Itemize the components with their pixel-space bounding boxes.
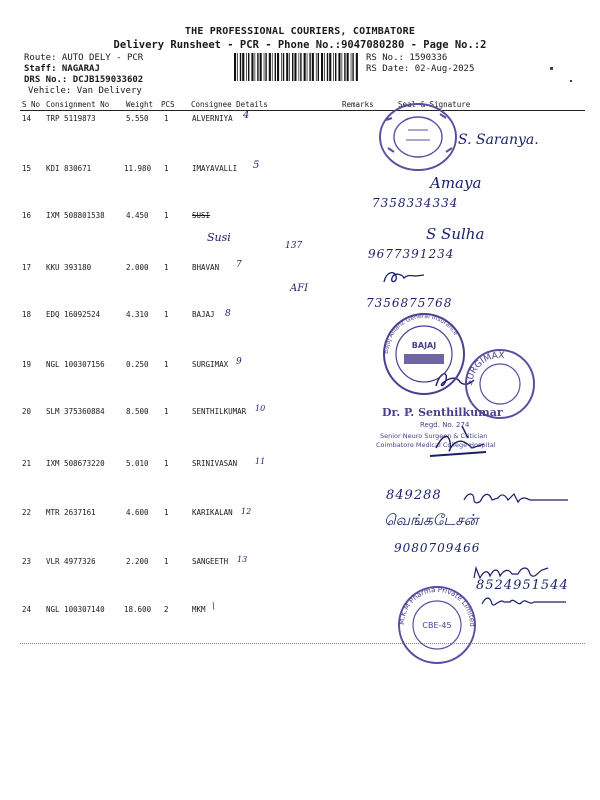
scan-speck <box>570 80 572 82</box>
row-weight: 2.200 <box>126 557 149 566</box>
row-mark: 9 <box>236 357 242 367</box>
row-mark: 4 <box>243 110 250 121</box>
row-sno: 23 <box>22 557 32 566</box>
row-pcs: 1 <box>164 407 169 416</box>
phone-row17: 9677391234 <box>368 247 455 261</box>
row-mark: 7 <box>236 260 242 270</box>
row-pcs: 2 <box>164 605 169 614</box>
route-text: Route: AUTO DELY - PCR <box>24 53 144 63</box>
row-consignment: KKU 393180 <box>46 263 92 272</box>
row-consignment: VLR 4977326 <box>46 557 96 566</box>
row-consignee: SENTHILKUMAR <box>192 407 247 416</box>
row-weight: 4.310 <box>126 310 149 319</box>
signature-row14: S. Saranya. <box>458 132 539 148</box>
row-weight: 11.980 <box>124 164 152 173</box>
phone-row22: 849288 <box>386 488 442 503</box>
row-consignment: TRP 5119873 <box>46 114 96 123</box>
row-consignment: MTR 2637161 <box>46 508 96 517</box>
drs-number: DRS No.: DCJB159033602 <box>24 75 144 85</box>
row-mark: 11 <box>255 457 266 466</box>
doctor-stamp-hospital: Coimbatore Medical College Hospital <box>376 441 496 449</box>
row-mark: 8 <box>225 309 231 319</box>
row-sno: 18 <box>22 310 32 319</box>
row-consignee: SRINIVASAN <box>192 459 238 468</box>
rs-number: RS No.: 1590336 <box>366 53 448 63</box>
barcode <box>234 53 360 81</box>
row-consignee: BAJAJ <box>192 310 215 319</box>
mkm-ring-text: M.K.M Pharma Private Limited <box>397 585 477 627</box>
row-pcs: 1 <box>164 263 169 272</box>
row-sno: 14 <box>22 114 32 123</box>
phone-row24: 8524951544 <box>476 578 569 593</box>
signature-row15: Amaya <box>430 174 482 192</box>
doctor-stamp-regd: Regd. No. 274 <box>420 421 470 429</box>
handwritten-afi: AFI <box>290 283 309 294</box>
row-mark: \ <box>212 602 216 612</box>
row-sno: 21 <box>22 459 32 468</box>
signature-row17 <box>380 266 430 290</box>
row-consignment: NGL 100307140 <box>46 605 105 614</box>
row-weight: 4.600 <box>126 508 149 517</box>
row-sno: 17 <box>22 263 32 272</box>
row-consignee: SURGIMAX <box>192 360 229 369</box>
handwritten-number-row16: 137 <box>285 241 303 251</box>
row-weight: 0.250 <box>126 360 149 369</box>
row-weight: 2.000 <box>126 263 149 272</box>
column-header-remarks: Remarks <box>342 100 374 109</box>
row-mark: 12 <box>241 507 252 516</box>
header-divider <box>20 110 585 111</box>
bajaj-stamp <box>378 308 470 396</box>
column-header-pcs: PCS <box>161 100 175 109</box>
phone-row18: 7356875768 <box>366 296 453 310</box>
scan-speck <box>550 67 553 70</box>
row-sno: 15 <box>22 164 32 173</box>
row-consignment: EDQ 16092524 <box>46 310 101 319</box>
row-weight: 18.600 <box>124 605 152 614</box>
bajaj-center-text: BAJAJ <box>411 341 437 350</box>
row-pcs: 1 <box>164 164 169 173</box>
doctor-stamp-title: Senior Neuro Surgeon & Critician <box>380 432 488 440</box>
column-header-consignee: Consignee Details <box>191 100 268 109</box>
mkm-center-text: CBE-45 <box>422 621 452 630</box>
row-consignment: SLM 375360884 <box>46 407 105 416</box>
row-mark: 10 <box>255 404 266 413</box>
row-mark: 5 <box>253 160 260 171</box>
staff-text: Staff: NAGARAJ <box>24 64 100 74</box>
row-pcs: 1 <box>164 508 169 517</box>
column-header-weight: Weight <box>126 100 154 109</box>
row-consignee: IMAYAVALLI <box>192 164 238 173</box>
table-end-divider <box>20 643 585 644</box>
tamil-name-row22: வெங்கடேசன் <box>384 511 479 529</box>
row-sno: 20 <box>22 407 32 416</box>
bajaj-ring-text: Bajaj Allianz General Insurance <box>382 312 460 355</box>
signature-row20 <box>428 418 488 462</box>
rs-date: RS Date: 02-Aug-2025 <box>366 64 475 74</box>
phone-row23: 9080709466 <box>394 541 481 555</box>
row-consignee: MKM <box>192 605 206 614</box>
row-consignee: SUSI <box>192 211 211 220</box>
row-pcs: 1 <box>164 459 169 468</box>
row-consignee: SANGEETH <box>192 557 229 566</box>
doctor-stamp-name: Dr. P. Senthilkumar <box>382 406 503 419</box>
surgimax-ring-text: SURGIMAX <box>464 350 505 387</box>
row-consignment: KDI 830671 <box>46 164 92 173</box>
row-consignment: IXM 508801538 <box>46 211 105 220</box>
row-sno: 16 <box>22 211 32 220</box>
phone-row15: 7358334334 <box>372 196 459 210</box>
row-consignment: NGL 100307156 <box>46 360 105 369</box>
column-header-seal: Seal & Signature <box>398 100 471 109</box>
mkm-stamp <box>396 584 478 666</box>
row-consignee: KARIKALAN <box>192 508 233 517</box>
round-stamp-row14 <box>376 100 460 174</box>
row-pcs: 1 <box>164 211 169 220</box>
row-consignee: BHAVAN <box>192 263 220 272</box>
row-pcs: 1 <box>164 557 169 566</box>
row-pcs: 1 <box>164 360 169 369</box>
row-consignment: IXM 508673220 <box>46 459 105 468</box>
row-mark: 13 <box>237 555 248 564</box>
scribble-row24 <box>480 594 570 610</box>
signature-row16: S Sulha <box>426 225 485 243</box>
row-sno: 19 <box>22 360 32 369</box>
company-title: THE PROFESSIONAL COURIERS, COIMBATORE <box>184 26 416 37</box>
row-pcs: 1 <box>164 310 169 319</box>
handwritten-susi: Susi <box>207 231 231 244</box>
row-pcs: 1 <box>164 114 169 123</box>
column-header-consignment: Consignment No <box>46 100 110 109</box>
sheet-title: Delivery Runsheet - PCR - Phone No.:9047080280 - Page No.:2 <box>113 39 487 51</box>
tamil-scribble-row22 <box>462 488 572 508</box>
row-weight: 8.500 <box>126 407 149 416</box>
vehicle-text: Vehicle: Van Delivery <box>28 86 142 96</box>
row-consignee: ALVERNIYA <box>192 114 233 123</box>
row-weight: 5.550 <box>126 114 149 123</box>
row-sno: 24 <box>22 605 32 614</box>
row-weight: 5.010 <box>126 459 149 468</box>
row-weight: 4.450 <box>126 211 149 220</box>
column-header-sno: S No <box>22 100 41 109</box>
row-sno: 22 <box>22 508 32 517</box>
